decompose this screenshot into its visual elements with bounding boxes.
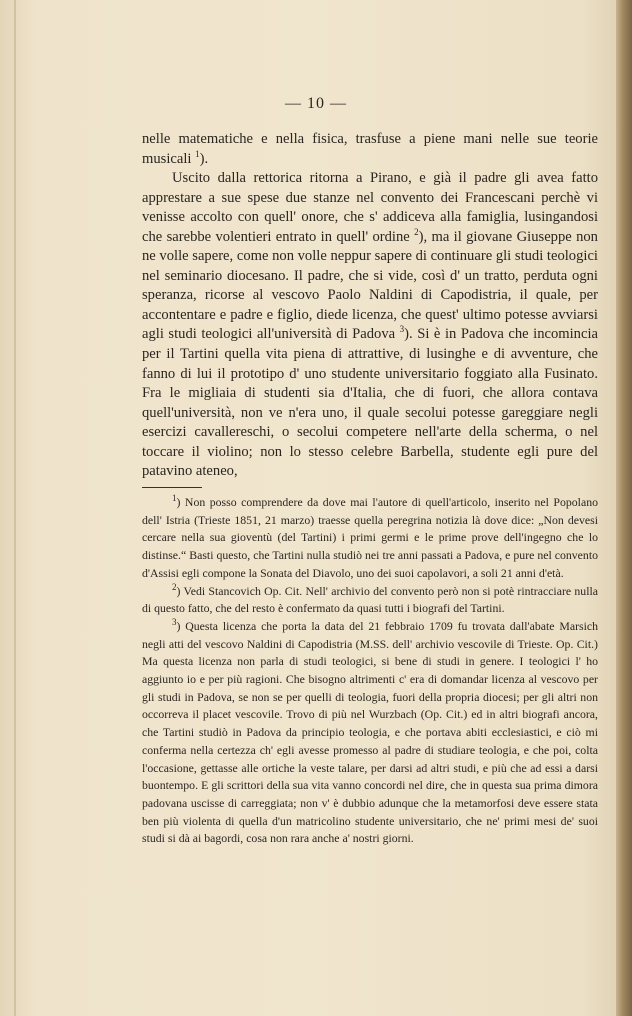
footnote-ref-3: 3 (399, 324, 405, 335)
paragraph-2-part-c: ). Si è in Padova che incomincia per il Tartini quella vita piena di attrattive, di lusinghe e di avventure, che fanno di lui il prototipo d' uno studente universitario foggiato alla Fusinato. Fra le migliaia di studenti sia d'Italia, che di fuori, che allora contava quell'università, non ve n'era uno, il quale secolui potesse gareggiare negli esercizi cavallereschi, o secolui competere nell'arte della scherma, o nel toccare il violino; non lo stesso celebre Barbella, studente egli pure del patavino ateneo, (142, 326, 598, 480)
footnote-ref-2: 2 (414, 226, 419, 237)
footnote-divider (142, 487, 202, 488)
footnote-3-text: ) Questa licenza che porta la data del 21 febbraio 1709 fu trovata dall'abate Marsich negli atti del vescovo Naldini di Capodistria (M.SS. dell' archivio vescovile di Trieste. Op. Cit.) Ma questa licenza non parla di studi teologici, si bene di studi in genere. I teologici l' ho aggiunto io e per più ragioni. Che bisogno altrimenti c' era di domandar licenza al vescovo per gli studi in Padova, se non se per quelli di teologia, fuori della propria diocesi; per gli altri non occorreva il placet vescovile. Trovo di più nel Wurzbach (Op. Cit.) ed in altri biografi ancora, che Tartini studiò in Padova da principio teologia, e che portava abiti ecclesiastici, e ciò mi conferma nella certezza ch' egli avesse promesso al padre di studiare teologia, e che poi, colta l'occasione, gettasse alle ortiche la veste talare, per darsi ad altri studi, e più che ad essi a darsi buontempo. E gli scrittori della sua vita vanno concordi nel dire, che in questa sua prima dimora padovana uscisse di carreggiata; non v' è dubbio adunque che la metamorfosi deve essere stata ben più violenta di quella d'un matricolino studente universitario, che ne' primi mesi de' suoi studi si dà ai bagordi, cosa non rara anche a' nostri giorni. (142, 618, 598, 846)
footnote-2-text: ) Vedi Stancovich Op. Cit. Nell' archivio del convento però non si potè rintracciare nulla di questo fatto, che del resto è confermato da quasi tutti i biografi del Tartini. (142, 583, 598, 616)
paragraph-1-text: nelle matematiche e nella fisica, trasfuse a piene mani nelle sue teorie musicali (142, 131, 598, 167)
footnote-1 (142, 494, 598, 583)
footnote-3 (142, 618, 598, 848)
paragraph-2-part-b: ), ma il giovane Giuseppe non ne volle sapere, come non volle neppur sapere di continuare gli studi teologici nel seminario diocesano. Il padre, che si vide, così d' un tratto, perduta ogni speranza, ricorse al vescovo Paolo Naldini di Capodistria, il quale, per accontentare e padre e figlio, diede licenza, che quest' ultimo potesse avviarsi agli studi teologici all'università di Padova (142, 228, 598, 343)
paragraph-1 (142, 130, 598, 169)
page-edge (616, 0, 632, 1016)
paragraph-2-part-a: Uscito dalla rettorica ritorna a Pirano, e già il padre gli avea fatto apprestare a sue spese due stanze nel convento dei Francescani perchè vi venisse accolto con quell' onore, che s' addiceva alla famiglia, lusingandosi che sarebbe volentieri entrato in quell' ordine (142, 170, 598, 245)
footnote-1-text: ) Non posso comprendere da dove mai l'autore di quell'articolo, inserito nel Popolano dell' Istria (Trieste 1851, 21 marzo) traesse quella peregrina notizia là dove dice: „Non devesi cercare nella sua gioventù (del Tartini) i primi germi e le prime prove dell'ingegno che lo distinse.“ Basti questo, che Tartini nulla studiò nei tre anni passati a Padova, e pure nel convento d'Assisi egli compone la Sonata del Diavolo, uno dei suoi capolavori, a soli 21 anni d'età. (142, 495, 598, 580)
footnote-1-marker: 1 (172, 493, 177, 504)
paragraph-1-tail: ). (199, 150, 209, 167)
footnote-2 (142, 583, 598, 618)
footnote-2-marker: 2 (172, 581, 177, 592)
footnote-3-marker: 3 (172, 617, 177, 627)
body-text (142, 130, 598, 482)
page-number: — 10 — (285, 95, 347, 112)
footnotes (142, 494, 598, 848)
footnote-ref-1: 1 (195, 148, 200, 159)
page-gutter (14, 0, 16, 1016)
paragraph-2 (142, 169, 598, 482)
